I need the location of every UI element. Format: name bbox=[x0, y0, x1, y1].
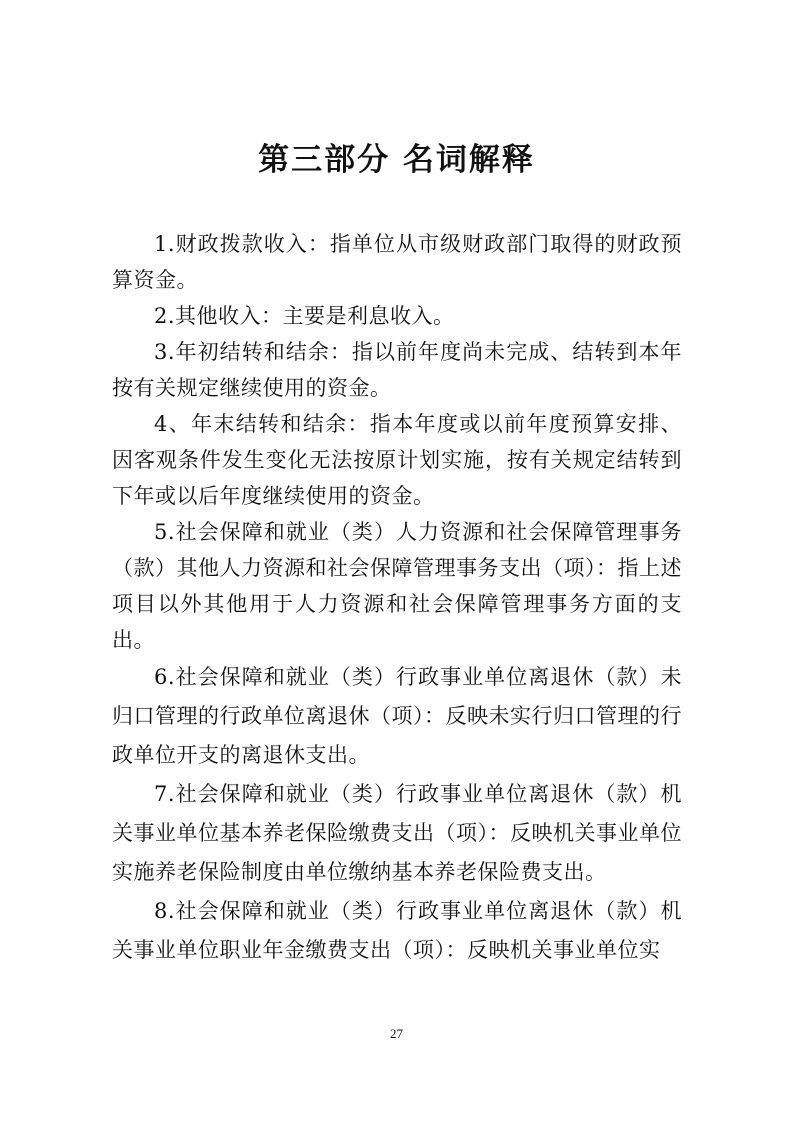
paragraph-1: 1.财政拨款收入：指单位从市级财政部门取得的财政预算资金。 bbox=[112, 232, 682, 292]
page-title: 第三部分 名词解释 bbox=[258, 142, 535, 178]
paragraph-4: 4、年末结转和结余：指本年度或以前年度预算安排、因客观条件发生变化无法按原计划实施，按有关规定结转到下年或以后年度继续使用的资金。 bbox=[112, 412, 682, 508]
page-number: 27 bbox=[390, 1026, 403, 1041]
paragraph-2: 2.其他收入：主要是利息收入。 bbox=[154, 304, 455, 328]
paragraph-7: 7.社会保障和就业（类）行政事业单位离退休（款）机关事业单位基本养老保险缴费支出（项）：反映机关事业单位实施养老保险制度由单位缴纳基本养老保险费支出。 bbox=[112, 782, 682, 884]
paragraph-5: 5.社会保障和就业（类）人力资源和社会保障管理事务（款）其他人力资源和社会保障管理事务支出（项）：指上述项目以外其他用于人力资源和社会保障管理事务方面的支出。 bbox=[112, 520, 682, 652]
document-body bbox=[112, 226, 682, 970]
paragraph-8: 8.社会保障和就业（类）行政事业单位离退休（款）机关事业单位职业年金缴费支出（项）：反映机关事业单位实 bbox=[112, 899, 682, 962]
paragraph-3: 3.年初结转和结余：指以前年度尚未完成、结转到本年按有关规定继续使用的资金。 bbox=[112, 340, 682, 400]
paragraph-6: 6.社会保障和就业（类）行政事业单位离退休（款）未归口管理的行政单位离退休（项）：反映未实行归口管理的行政单位开支的离退休支出。 bbox=[112, 665, 682, 767]
